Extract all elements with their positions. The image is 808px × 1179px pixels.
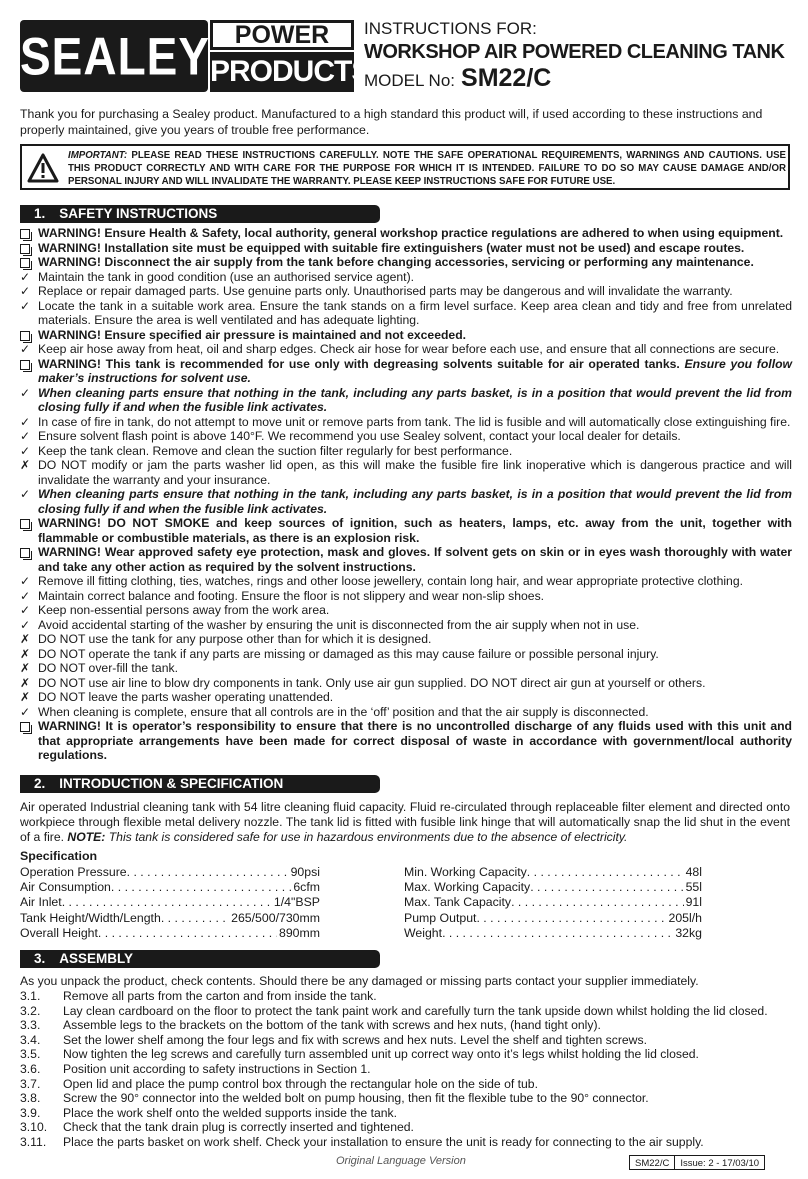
check-icon: ✓ <box>20 617 31 632</box>
safety-item: ✓ Remove ill fitting clothing, ties, watches, rings and other loose jewellery, contain long hair, and wear appropriate protective clothing. <box>20 574 743 588</box>
safety-item: ✗ DO NOT modify or jam the parts washer lid open, as this will make the fusible fire link inoperative which is dangerous practice and will invalidate the warranty and your insurance. <box>20 458 792 487</box>
safety-item: ✗ DO NOT operate the tank if any parts are missing or damaged as this may cause failure or possible personal injury. <box>20 646 659 661</box>
spec-row: Weight . . . 32kg <box>404 926 702 941</box>
safety-item: ✓ Avoid accidental starting of the washer by ensuring the unit is disconnected from the air supply when not in use. <box>20 617 640 632</box>
section-1-header: 1. SAFETY INSTRUCTIONS <box>20 205 380 223</box>
document-ref: SM22/C Issue: 2 - 17/03/10 <box>629 1155 765 1170</box>
specification-title: Specification <box>20 849 98 863</box>
cross-icon: ✗ <box>20 690 31 704</box>
spec-list-left <box>20 865 320 941</box>
assembly-steps <box>20 989 795 1150</box>
safety-item: ✓ Locate the tank in a suitable work area. Ensure the tank stands on a firm level surface. Keep area clean and tidy and free from unrelated materials. Ensure the area is well ventilated and has adequate lighting. <box>20 298 792 327</box>
warning-icon <box>27 153 59 183</box>
assembly-step: 3.1. Remove all parts from the carton and from inside the tank. <box>20 989 377 1003</box>
assembly-step: 3.7. Open lid and place the pump control box through the rectangular hole on the side of tub. <box>20 1076 538 1091</box>
spec-list-right <box>404 865 702 941</box>
spec-row: Max. Tank Capacity . . . 91l <box>404 895 702 910</box>
intro-paragraph: Thank you for purchasing a Sealey product. Manufactured to a high standard this product will, if used according to these instructions and properly maintained, give you years of trouble free performance. <box>20 107 763 137</box>
assembly-step: 3.6. Position unit according to safety instructions in Section 1. <box>20 1061 371 1076</box>
safety-item: ✓ When cleaning parts ensure that nothing in the tank, including any parts basket, is in a position that would prevent the lid from closing fully if and when the fusible link activates. <box>20 487 792 516</box>
assembly-intro: As you unpack the product, check contents. Should there be any damaged or missing parts contact your supplier immediately. <box>20 974 699 988</box>
check-icon: ✓ <box>20 429 31 443</box>
power-products-logo: POWER PRODUCTS <box>210 20 354 92</box>
safety-item: ✓ When cleaning parts ensure that nothing in the tank, including any parts basket, is in a position that would prevent the lid from closing fully if and when the fusible link activates. <box>20 385 792 414</box>
cross-icon: ✗ <box>20 458 31 472</box>
check-icon: ✓ <box>20 443 31 458</box>
safety-item: WARNING! Installation site must be equipped with suitable fire extinguishers (water must not be used) and escape routes. <box>20 241 792 256</box>
safety-item: ✓ Keep non-essential persons away from the work area. <box>20 603 330 617</box>
cross-icon: ✗ <box>20 675 31 690</box>
safety-item: ✓ Replace or repair damaged parts. Use genuine parts only. Unauthorised parts may be dangerous and will invalidate the warranty. <box>20 284 733 298</box>
safety-list <box>20 226 792 763</box>
assembly-step: 3.2. Lay clean cardboard on the floor to protect the tank paint work and carefully turn the tank upside down whilst holding the lid closed. <box>20 1003 768 1018</box>
safety-item: WARNING! Wear approved safety eye protection, mask and gloves. If solvent gets on skin or in eyes wash thoroughly with water and take any other action as required by the solvent instructions. <box>20 545 792 574</box>
product-title: WORKSHOP AIR POWERED CLEANING TANK <box>364 41 785 63</box>
introduction-text: Air operated Industrial cleaning tank with 54 litre cleaning fluid capacity. Fluid re-circulated through replaceable filter element and directed onto workpiece through flexible metal delivery nozzle. The tank lid is fitted with fusible link hinge that will automatically snap the lid shut in the event of a fire. NOTE: This tank is considered safe for use in hazardous environments due to the absence of electricity. <box>20 800 790 844</box>
safety-item: ✗ DO NOT over-fill the tank. <box>20 661 178 675</box>
cross-icon: ✗ <box>20 646 31 661</box>
safety-item: ✗ DO NOT use air line to blow dry components in tank. Only use air gun supplied. DO NOT direct air gun at yourself or others. <box>20 675 706 690</box>
spec-row: Min. Working Capacity . . . 48l <box>404 865 702 880</box>
cross-icon: ✗ <box>20 632 31 646</box>
check-icon: ✓ <box>20 298 31 313</box>
section-2-header: 2. INTRODUCTION & SPECIFICATION <box>20 775 380 793</box>
spec-row: Operation Pressure . . . 90psi <box>20 865 320 880</box>
spec-row: Overall Height . . . 890mm <box>20 926 320 941</box>
spec-row: Air Inlet . . . 1/4"BSP <box>20 895 320 910</box>
model-number: SM22/C <box>461 64 552 92</box>
assembly-step: 3.5. Now tighten the leg screws and carefully turn assembled unit up correct way onto it’s legs whilst holding the lid closed. <box>20 1047 699 1062</box>
spec-row: Pump Output . . . 205l/h <box>404 911 702 926</box>
checkbox-icon <box>20 545 34 562</box>
check-icon: ✓ <box>20 385 31 400</box>
check-icon: ✓ <box>20 588 31 603</box>
safety-item: ✓ Keep air hose away from heat, oil and sharp edges. Check air hose for wear before each use, and ensure that all connections are secure. <box>20 342 780 356</box>
spec-row: Max. Working Capacity . . . 55l <box>404 880 702 895</box>
safety-item: WARNING! It is operator’s responsibility to ensure that there is no uncontrolled discharge of any fluids used with this unit and that appropriate arrangements have been made for correct disposal of waste in accordance with government/local authority regulations. <box>20 719 792 763</box>
safety-item: ✓ In case of fire in tank, do not attempt to move unit or remove parts from tank. The lid is fusible and will automatically close extinguishing fire. <box>20 414 791 429</box>
safety-item: ✓ Maintain correct balance and footing. Ensure the floor is not slippery and wear non-slip shoes. <box>20 588 545 603</box>
safety-item: ✗ DO NOT use the tank for any purpose other than for which it is designed. <box>20 632 432 646</box>
check-icon: ✓ <box>20 487 31 501</box>
assembly-step: 3.3. Assemble legs to the brackets on the bottom of the tank with screws and hex nuts, (hand tight only). <box>20 1018 601 1033</box>
model-line: MODEL No: SM22/C <box>364 64 552 92</box>
sealey-logo: SEALEY <box>20 20 208 92</box>
cross-icon: ✗ <box>20 661 31 675</box>
assembly-step: 3.10. Check that the tank drain plug is correctly inserted and tightened. <box>20 1120 414 1135</box>
important-notice: IMPORTANT: PLEASE READ THESE INSTRUCTIONS CAREFULLY. NOTE THE SAFE OPERATIONAL REQUIREMENTS, WARNINGS AND CAUTIONS. USE THIS PRODUCT CORRECTLY AND WITH CARE FOR THE PURPOSE FOR WHICH IT IS INTENDED. FAILURE TO DO SO MAY CAUSE DAMAGE AND/OR PERSONAL INJURY AND WILL INVALIDATE THE WARRANTY. PLEASE KEEP INSTRUCTIONS SAFE FOR FUTURE USE. <box>20 144 790 190</box>
safety-item: ✗ DO NOT leave the parts washer operating unattended. <box>20 690 334 704</box>
checkbox-icon <box>20 516 34 533</box>
check-icon: ✓ <box>20 414 31 429</box>
instructions-for-label: INSTRUCTIONS FOR: <box>364 19 537 38</box>
safety-item: WARNING! Disconnect the air supply from the tank before changing accessories, servicing or performing any maintenance. <box>20 255 792 270</box>
original-language-note: Original Language Version <box>336 1155 466 1167</box>
assembly-step: 3.9. Place the work shelf onto the welded supports inside the tank. <box>20 1105 398 1120</box>
assembly-step: 3.8. Screw the 90° connector into the welded bolt on pump housing, then fit the flexible tube to the 90° connector. <box>20 1091 649 1106</box>
safety-item: ✓ When cleaning is complete, ensure that all controls are in the ‘off’ position and that the air supply is disconnected. <box>20 704 649 719</box>
checkbox-icon <box>20 357 34 374</box>
spec-row: Air Consumption . . . 6cfm <box>20 880 320 895</box>
spec-row: Tank Height/Width/Length . . . 265/500/730mm <box>20 911 320 926</box>
safety-item: ✓ Keep the tank clean. Remove and clean the suction filter regularly for best performance. <box>20 443 513 458</box>
check-icon: ✓ <box>20 574 31 588</box>
check-icon: ✓ <box>20 269 31 284</box>
checkbox-icon <box>20 719 34 736</box>
check-icon: ✓ <box>20 342 31 356</box>
check-icon: ✓ <box>20 284 31 298</box>
assembly-step: 3.11. Place the parts basket on work shelf. Check your installation to ensure the unit is ready for connecting to the air supply. <box>20 1134 704 1149</box>
safety-item: ✓ Ensure solvent flash point is above 140°F. We recommend you use Sealey solvent, contact your local dealer for details. <box>20 429 681 443</box>
section-3-header: 3. ASSEMBLY <box>20 950 380 968</box>
check-icon: ✓ <box>20 704 31 719</box>
safety-item: WARNING! Ensure Health & Safety, local authority, general workshop practice regulations are adhered to when using equipment. <box>20 226 792 241</box>
safety-item: WARNING! DO NOT SMOKE and keep sources of ignition, such as heaters, lamps, etc. away from the unit, together with flammable or combustible materials, as there is an explosion risk. <box>20 516 792 545</box>
assembly-step: 3.4. Set the lower shelf among the four legs and fix with screws and hex nuts. Level the shelf and tighten screws. <box>20 1032 647 1047</box>
safety-item: ✓ Maintain the tank in good condition (use an authorised service agent). <box>20 269 415 284</box>
safety-item: WARNING! Ensure specified air pressure is maintained and not exceeded. <box>20 328 792 343</box>
check-icon: ✓ <box>20 603 31 617</box>
safety-item: WARNING! This tank is recommended for use only with degreasing solvents suitable for air operated tanks. Ensure you follow maker’s instructions for solvent use. <box>20 357 792 386</box>
